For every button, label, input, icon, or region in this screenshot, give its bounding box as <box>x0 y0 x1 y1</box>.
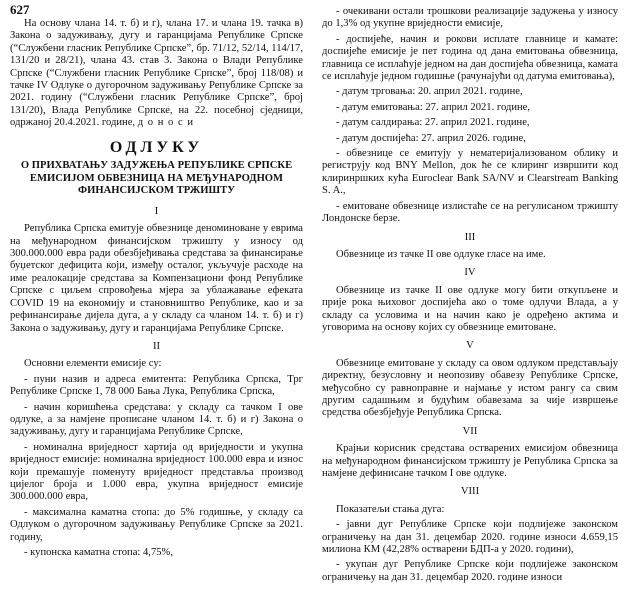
section-number: VII <box>462 425 478 437</box>
section-intro: Показатељи стања дуга: <box>336 503 445 515</box>
list-item: - купонска каматна стопа: 4,75%, <box>24 547 174 558</box>
list-item: - датум емитовања: 27. април 2021. године, <box>336 101 531 113</box>
section-intro: Основни елементи емисије су: <box>24 358 162 370</box>
right-column <box>322 6 618 587</box>
section-text: Обвезнице из тачке II ове одлуке могу бити откупљене и прије рока њиховог доспијећа ако о томе одлучи Влада, а у складу са условима и на начин како је одређено актима и уговорима на основу којих су обвезнице емитоване. <box>322 284 618 333</box>
list-item: - датум доспијећа: 27. април 2026. године, <box>336 132 526 144</box>
left-column <box>10 18 303 562</box>
section-text: Крајњи корисник средстава остварених емисијом обвезница на међународном финансијском тржишту је Република Српска за намјене дефинисане тачком I ове одлуке. <box>322 443 618 479</box>
list-item: - максимална каматна стопа: до 5% годишње, у складу са Одлуком о дугорочном задуживању Републике Српске за 2021. годину, <box>10 506 303 543</box>
list-item: - датум трговања: 20. април 2021. године, <box>336 86 523 98</box>
list-item: - јавни дуг Републике Српске који подлијеже законском ограничењу на дан 31. децембар 2020. године износи 4.659,15 милиона КМ (42,28% остварени БДП-а у 2020. години), <box>322 519 618 556</box>
section-number: I <box>154 205 159 217</box>
list-item: - номинална вриједност хартија од вриједности и укупна вриједност емисије: номинална вриједност 100.000 евра и износ који премашује поменуту вриједност представља производ цијелог броја и 1.000 евра, укупна вриједност емисије 300.000.000 евра, <box>10 441 303 503</box>
preamble-text: На основу члана 14. т. б) и г), члана 17. и члана 19. тачка в) Закона о задуживању, дугу и гаранцијама Републике Српске (“Службени гласник Републике Српске”, бр. 71/12, 52/14, 114/17, 131/20 и 28/21), члана 43. став 3. Закона о Влади Републике Српске (“Службени гласник Републике Српске”, број 118/08) и тачке IV Одлуке о дугорочном задуживању Републике Српске за 2021. годину (“Службени гласник Републике Српске”, број 131/20), Влада Републике Српске, на 22. посебној сједници, одржаној 20.4.2021. године, <box>10 18 303 129</box>
list-item: - доспијеће, начин и рокови исплате главнице и камате: доспијеће емисије је пет година од дана емитовања обвезница, главница се исплаћује једном на дан доспијећа обвезница, камата се исплаћује једном годишње (рачунајући од датума емитовања), <box>322 33 618 83</box>
list-item: - емитоване обвезнице излистаће се на регулисаном тржишту Лондонске берзе. <box>322 200 618 225</box>
list-item: - пуни назив и адреса емитента: Република Српска, Трг Републике Српске 1, 78 000 Бања Лука, Република Српска, <box>10 373 303 398</box>
list-item: - обвезнице се емитују у нематеријализованом облику и региструју код BNY Mellon, док ће се клиринг извршити код клиринршких кућа Euroclear Bank SA/NV и Clearstream Banking S. A., <box>322 148 618 197</box>
section-number: IV <box>464 267 476 279</box>
section-number: V <box>466 340 474 352</box>
section-text: Обвезнице емитоване у складу са овом одлуком представљају директну, безусловну и неопозиву обавезу Републике Српске, међусобно су равноправне и најмање у истом рангу са свим другим садашњим и будућим обавезама за чије извршење средства обезбјеђује Република Српска. <box>322 357 618 419</box>
document-subtitle: О ПРИХВАТАЊУ ЗАДУЖЕЊА РЕПУБЛИКЕ СРПСКЕ ЕМИСИЈОМ ОБВЕЗНИЦА НА МЕЂУНАРОДНОМ ФИНАНСИЈСКОМ ТРЖИШТУ <box>20 160 293 197</box>
section-number: VIII <box>460 486 480 498</box>
document-title: ОДЛУКУ <box>109 138 204 156</box>
list-item: - укупан дуг Републике Српске који подлијеже законском ограничењу на дан 31. децембар 2020. године износи <box>322 559 618 583</box>
section-text: Република Српска емитује обвезнице деноминоване у еврима на међународном финансијском тржишту у износу од 300.000.000 евра ради обезбјеђивања средстава за финансирање буџетског дефицита који, између осталог, укључује расходе на име реалокације средстава за Компензациони фонд Републике Српске с циљем спровођења мјера за ублажавање ефеката COVID 19 на економију и становништво Републике, као и за рефинансирање дијела дуга, а у складу са чланом 14. т. б) и г) Закона о задуживању, дугу и гаранцијама Републике Српске. <box>10 223 303 334</box>
section-number: III <box>464 231 476 243</box>
list-item: - датум салдирања: 27. април 2021. године, <box>336 117 530 129</box>
preamble-end: д о н о с и <box>137 117 195 129</box>
list-item: - очекивани остали трошкови реализације задужења у износу до 1,3% од укупне вриједности емисије, <box>322 6 618 30</box>
preamble <box>10 18 303 130</box>
section-number: II <box>152 340 161 352</box>
section-text: Обвезнице из тачке II ове одлуке гласе на име. <box>336 248 546 260</box>
list-item: - начин коришћења средстава: у складу са тачком I ове одлуке, а за намјене прописане чланом 14. т. б) и г) Закона о задуживању, дугу и гаранцијама Републике Српске, <box>10 401 303 438</box>
page-number: 627 <box>10 2 30 17</box>
